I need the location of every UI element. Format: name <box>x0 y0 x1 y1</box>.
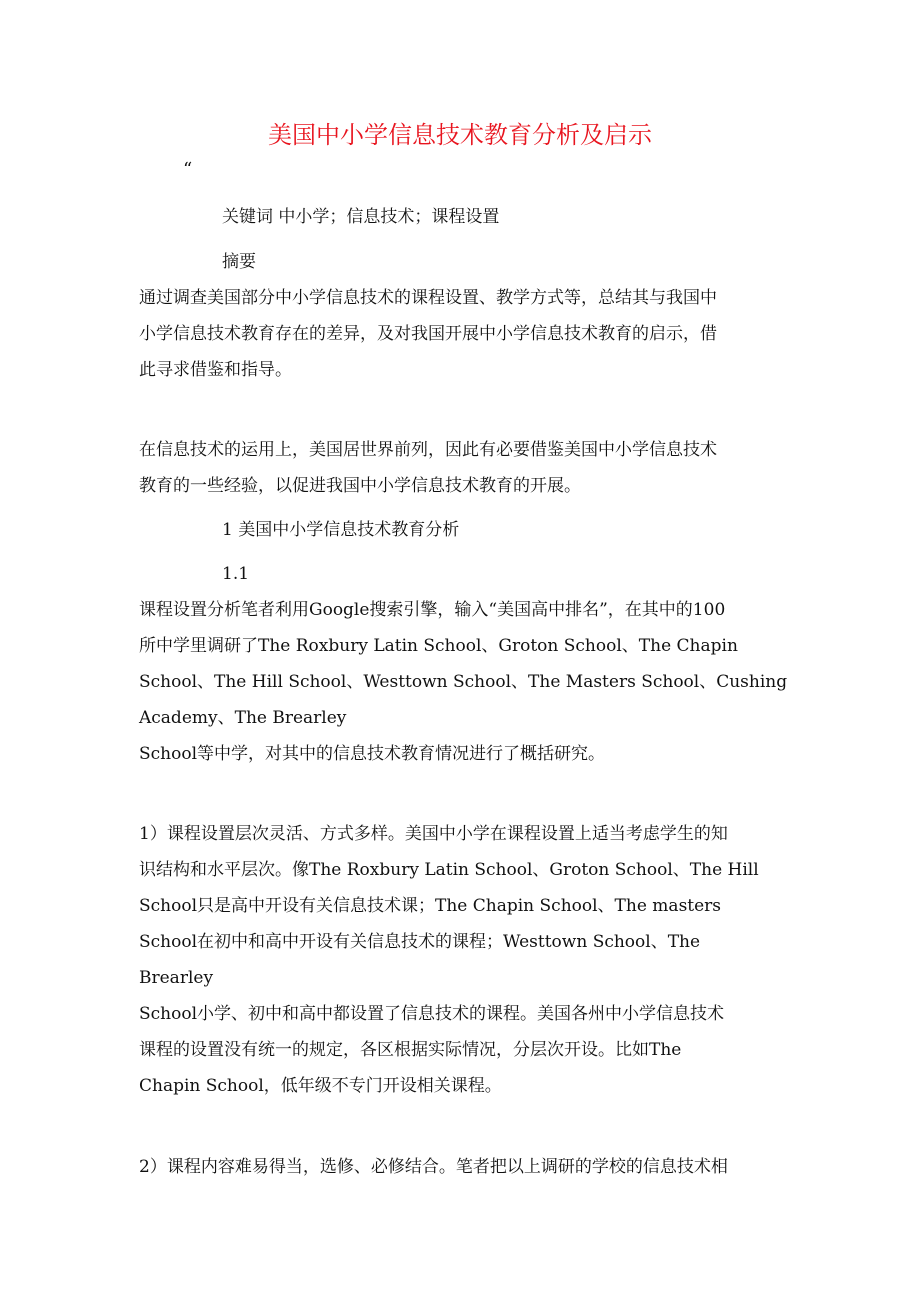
point-1-line: 识结构和水平层次。像The Roxbury Latin School、Groton School、The Hill <box>139 860 759 880</box>
point-2-line: 2）课程内容难易得当，选修、必修结合。笔者把以上调研的学校的信息技术相 <box>139 1157 728 1177</box>
abstract-line: 小学信息技术教育存在的差异，及对我国开展中小学信息技术教育的启示，借 <box>139 324 717 344</box>
point-1-line: 课程的设置没有统一的规定，各区根据实际情况，分层次开设。比如The <box>139 1040 682 1060</box>
point-1-line: School小学、初中和高中都设置了信息技术的课程。美国各州中小学信息技术 <box>139 1004 725 1024</box>
body-line: Academy、The Brearley <box>139 708 347 728</box>
abstract-line: 通过调查美国部分中小学信息技术的课程设置、教学方式等，总结其与我国中 <box>139 288 717 308</box>
body-line: School等中学，对其中的信息技术教育情况进行了概括研究。 <box>139 744 606 764</box>
intro-line: 在信息技术的运用上，美国居世界前列，因此有必要借鉴美国中小学信息技术 <box>139 440 717 460</box>
keywords-line: 关键词 中小学；信息技术；课程设置 <box>222 207 500 227</box>
subsection-heading: 1.1 <box>222 564 250 584</box>
body-line: 课程设置分析笔者利用Google搜索引擎，输入“美国高中排名”，在其中的100 <box>139 600 726 620</box>
point-1-line: Brearley <box>139 968 214 988</box>
quote-mark: “ <box>183 159 193 180</box>
abstract-line: 此寻求借鉴和指导。 <box>139 360 292 380</box>
abstract-heading: 摘要 <box>222 252 256 272</box>
point-1-line: School只是高中开设有关信息技术课；The Chapin School、The masters <box>139 896 722 916</box>
point-1-line: Chapin School，低年级不专门开设相关课程。 <box>139 1076 502 1096</box>
point-1-line: 1）课程设置层次灵活、方式多样。美国中小学在课程设置上适当考虑学生的知 <box>139 824 728 844</box>
body-line: School、The Hill School、Westtown School、The Masters School、Cushing <box>139 672 788 692</box>
intro-line: 教育的一些经验，以促进我国中小学信息技术教育的开展。 <box>139 476 581 496</box>
body-line: 所中学里调研了The Roxbury Latin School、Groton School、The Chapin <box>139 636 738 656</box>
section-heading: 1 美国中小学信息技术教育分析 <box>222 520 460 540</box>
document-title: 美国中小学信息技术教育分析及启示 <box>268 121 652 149</box>
point-1-line: School在初中和高中开设有关信息技术的课程；Westtown School、The <box>139 932 701 952</box>
